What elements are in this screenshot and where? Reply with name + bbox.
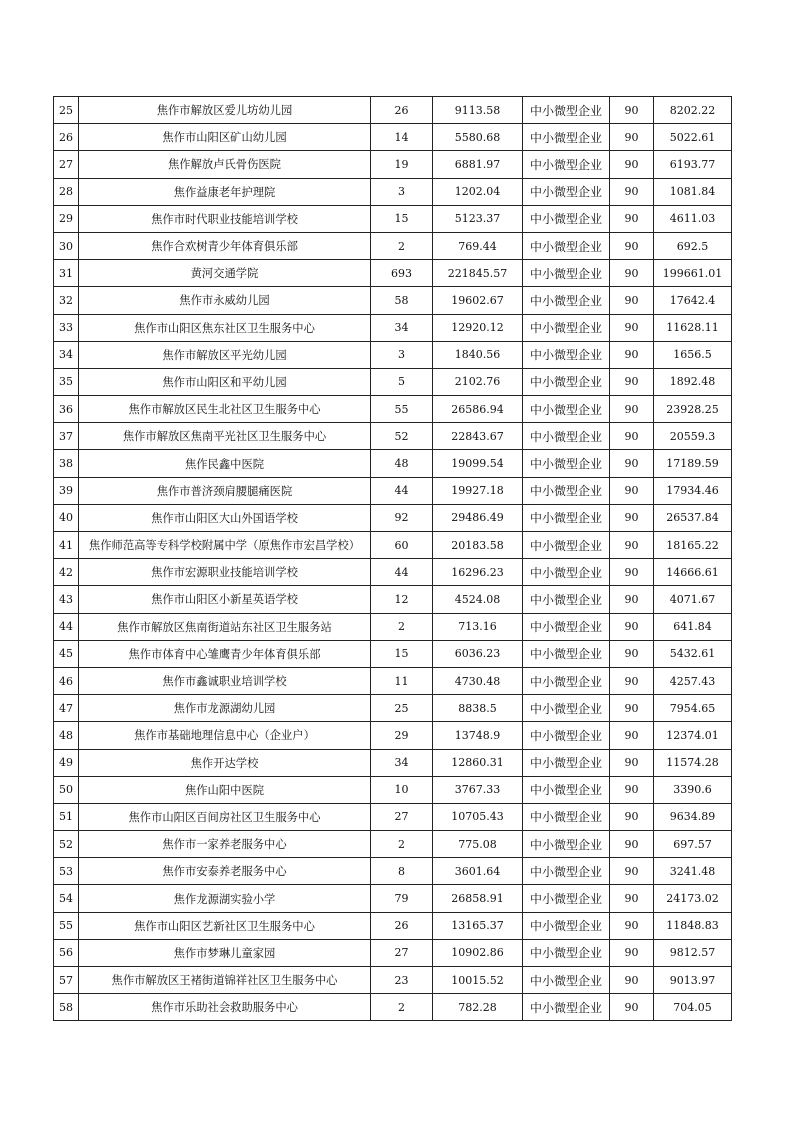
table-row xyxy=(54,504,732,531)
rate-cell: 90 xyxy=(610,722,654,749)
row-number-cell: 44 xyxy=(54,613,79,640)
unit-name-cell: 焦作市山阳区矿山幼儿园 xyxy=(79,124,371,151)
amount-cell: 4524.08 xyxy=(433,586,523,613)
row-number-cell: 49 xyxy=(54,749,79,776)
headcount-cell: 26 xyxy=(371,97,433,124)
rate-cell: 90 xyxy=(610,287,654,314)
unit-name-cell: 焦作市山阳区和平幼儿园 xyxy=(79,368,371,395)
unit-name-cell: 焦作市解放区焦南街道站东社区卫生服务站 xyxy=(79,613,371,640)
table-row xyxy=(54,287,732,314)
result-amount-cell: 12374.01 xyxy=(654,722,732,749)
table-row xyxy=(54,667,732,694)
headcount-cell: 26 xyxy=(371,912,433,939)
headcount-cell: 14 xyxy=(371,124,433,151)
table-row xyxy=(54,232,732,259)
enterprise-type-cell: 中小微型企业 xyxy=(523,613,610,640)
headcount-cell: 15 xyxy=(371,640,433,667)
enterprise-type-cell: 中小微型企业 xyxy=(523,532,610,559)
rate-cell: 90 xyxy=(610,994,654,1021)
unit-name-cell: 焦作市解放区平光幼儿园 xyxy=(79,341,371,368)
result-amount-cell: 4071.67 xyxy=(654,586,732,613)
enterprise-type-cell: 中小微型企业 xyxy=(523,885,610,912)
result-amount-cell: 17189.59 xyxy=(654,450,732,477)
row-number-cell: 40 xyxy=(54,504,79,531)
unit-name-cell: 焦作市鑫诚职业培训学校 xyxy=(79,667,371,694)
table-row xyxy=(54,450,732,477)
amount-cell: 769.44 xyxy=(433,232,523,259)
enterprise-type-cell: 中小微型企业 xyxy=(523,287,610,314)
row-number-cell: 56 xyxy=(54,939,79,966)
row-number-cell: 39 xyxy=(54,477,79,504)
enterprise-type-cell: 中小微型企业 xyxy=(523,260,610,287)
unit-name-cell: 焦作市解放区爱儿坊幼儿园 xyxy=(79,97,371,124)
headcount-cell: 44 xyxy=(371,477,433,504)
row-number-cell: 30 xyxy=(54,232,79,259)
unit-name-cell: 焦作市山阳区艺新社区卫生服务中心 xyxy=(79,912,371,939)
unit-name-cell: 焦作市山阳区百间房社区卫生服务中心 xyxy=(79,803,371,830)
amount-cell: 10902.86 xyxy=(433,939,523,966)
headcount-cell: 55 xyxy=(371,396,433,423)
headcount-cell: 60 xyxy=(371,532,433,559)
amount-cell: 19927.18 xyxy=(433,477,523,504)
headcount-cell: 693 xyxy=(371,260,433,287)
enterprise-type-cell: 中小微型企业 xyxy=(523,586,610,613)
table-row xyxy=(54,586,732,613)
rate-cell: 90 xyxy=(610,504,654,531)
row-number-cell: 42 xyxy=(54,559,79,586)
row-number-cell: 55 xyxy=(54,912,79,939)
row-number-cell: 54 xyxy=(54,885,79,912)
enterprise-type-cell: 中小微型企业 xyxy=(523,803,610,830)
table-row xyxy=(54,396,732,423)
enterprise-type-cell: 中小微型企业 xyxy=(523,912,610,939)
headcount-cell: 2 xyxy=(371,613,433,640)
table-row xyxy=(54,532,732,559)
result-amount-cell: 23928.25 xyxy=(654,396,732,423)
row-number-cell: 58 xyxy=(54,994,79,1021)
amount-cell: 1202.04 xyxy=(433,178,523,205)
result-amount-cell: 8202.22 xyxy=(654,97,732,124)
result-amount-cell: 24173.02 xyxy=(654,885,732,912)
rate-cell: 90 xyxy=(610,613,654,640)
result-amount-cell: 704.05 xyxy=(654,994,732,1021)
row-number-cell: 36 xyxy=(54,396,79,423)
headcount-cell: 3 xyxy=(371,341,433,368)
amount-cell: 22843.67 xyxy=(433,423,523,450)
table-row xyxy=(54,912,732,939)
amount-cell: 5123.37 xyxy=(433,205,523,232)
table-row xyxy=(54,97,732,124)
enterprise-type-cell: 中小微型企业 xyxy=(523,450,610,477)
headcount-cell: 92 xyxy=(371,504,433,531)
result-amount-cell: 26537.84 xyxy=(654,504,732,531)
unit-name-cell: 焦作山阳中医院 xyxy=(79,776,371,803)
result-amount-cell: 7954.65 xyxy=(654,695,732,722)
amount-cell: 2102.76 xyxy=(433,368,523,395)
table-row xyxy=(54,858,732,885)
result-amount-cell: 9812.57 xyxy=(654,939,732,966)
headcount-cell: 79 xyxy=(371,885,433,912)
amount-cell: 6881.97 xyxy=(433,151,523,178)
amount-cell: 3767.33 xyxy=(433,776,523,803)
rate-cell: 90 xyxy=(610,151,654,178)
result-amount-cell: 9634.89 xyxy=(654,803,732,830)
row-number-cell: 46 xyxy=(54,667,79,694)
result-amount-cell: 4611.03 xyxy=(654,205,732,232)
rate-cell: 90 xyxy=(610,912,654,939)
data-table xyxy=(53,96,732,1021)
result-amount-cell: 641.84 xyxy=(654,613,732,640)
row-number-cell: 31 xyxy=(54,260,79,287)
headcount-cell: 52 xyxy=(371,423,433,450)
enterprise-type-cell: 中小微型企业 xyxy=(523,504,610,531)
rate-cell: 90 xyxy=(610,368,654,395)
amount-cell: 19099.54 xyxy=(433,450,523,477)
rate-cell: 90 xyxy=(610,967,654,994)
unit-name-cell: 焦作市安泰养老服务中心 xyxy=(79,858,371,885)
result-amount-cell: 4257.43 xyxy=(654,667,732,694)
unit-name-cell: 焦作市山阳区焦东社区卫生服务中心 xyxy=(79,314,371,341)
table-row xyxy=(54,803,732,830)
unit-name-cell: 黄河交通学院 xyxy=(79,260,371,287)
rate-cell: 90 xyxy=(610,640,654,667)
headcount-cell: 11 xyxy=(371,667,433,694)
result-amount-cell: 17642.4 xyxy=(654,287,732,314)
result-amount-cell: 1656.5 xyxy=(654,341,732,368)
unit-name-cell: 焦作市解放区焦南平光社区卫生服务中心 xyxy=(79,423,371,450)
unit-name-cell: 焦作市永威幼儿园 xyxy=(79,287,371,314)
row-number-cell: 33 xyxy=(54,314,79,341)
row-number-cell: 25 xyxy=(54,97,79,124)
unit-name-cell: 焦作市解放区民生北社区卫生服务中心 xyxy=(79,396,371,423)
result-amount-cell: 3241.48 xyxy=(654,858,732,885)
unit-name-cell: 焦作市基础地理信息中心（企业户） xyxy=(79,722,371,749)
amount-cell: 713.16 xyxy=(433,613,523,640)
unit-name-cell: 焦作市山阳区小新星英语学校 xyxy=(79,586,371,613)
amount-cell: 5580.68 xyxy=(433,124,523,151)
rate-cell: 90 xyxy=(610,559,654,586)
row-number-cell: 37 xyxy=(54,423,79,450)
amount-cell: 26858.91 xyxy=(433,885,523,912)
unit-name-cell: 焦作市山阳区大山外国语学校 xyxy=(79,504,371,531)
result-amount-cell: 18165.22 xyxy=(654,532,732,559)
result-amount-cell: 20559.3 xyxy=(654,423,732,450)
table-row xyxy=(54,368,732,395)
rate-cell: 90 xyxy=(610,178,654,205)
row-number-cell: 29 xyxy=(54,205,79,232)
enterprise-type-cell: 中小微型企业 xyxy=(523,124,610,151)
unit-name-cell: 焦作市梦琳儿童家园 xyxy=(79,939,371,966)
enterprise-type-cell: 中小微型企业 xyxy=(523,994,610,1021)
result-amount-cell: 1081.84 xyxy=(654,178,732,205)
rate-cell: 90 xyxy=(610,124,654,151)
result-amount-cell: 11574.28 xyxy=(654,749,732,776)
enterprise-type-cell: 中小微型企业 xyxy=(523,640,610,667)
amount-cell: 9113.58 xyxy=(433,97,523,124)
headcount-cell: 27 xyxy=(371,939,433,966)
enterprise-type-cell: 中小微型企业 xyxy=(523,967,610,994)
enterprise-type-cell: 中小微型企业 xyxy=(523,939,610,966)
amount-cell: 12860.31 xyxy=(433,749,523,776)
unit-name-cell: 焦作市体育中心雏鹰青少年体育俱乐部 xyxy=(79,640,371,667)
table-row xyxy=(54,640,732,667)
row-number-cell: 53 xyxy=(54,858,79,885)
unit-name-cell: 焦作合欢树青少年体育俱乐部 xyxy=(79,232,371,259)
headcount-cell: 48 xyxy=(371,450,433,477)
enterprise-type-cell: 中小微型企业 xyxy=(523,423,610,450)
headcount-cell: 34 xyxy=(371,314,433,341)
result-amount-cell: 5432.61 xyxy=(654,640,732,667)
rate-cell: 90 xyxy=(610,423,654,450)
table-row xyxy=(54,477,732,504)
row-number-cell: 32 xyxy=(54,287,79,314)
amount-cell: 13165.37 xyxy=(433,912,523,939)
enterprise-type-cell: 中小微型企业 xyxy=(523,368,610,395)
row-number-cell: 48 xyxy=(54,722,79,749)
result-amount-cell: 9013.97 xyxy=(654,967,732,994)
rate-cell: 90 xyxy=(610,260,654,287)
row-number-cell: 47 xyxy=(54,695,79,722)
table-row xyxy=(54,749,732,776)
amount-cell: 13748.9 xyxy=(433,722,523,749)
unit-name-cell: 焦作师范高等专科学校附属中学（原焦作市宏昌学校） xyxy=(79,532,371,559)
row-number-cell: 52 xyxy=(54,831,79,858)
unit-name-cell: 焦作解放卢氏骨伤医院 xyxy=(79,151,371,178)
rate-cell: 90 xyxy=(610,232,654,259)
unit-name-cell: 焦作龙源湖实验小学 xyxy=(79,885,371,912)
amount-cell: 782.28 xyxy=(433,994,523,1021)
row-number-cell: 34 xyxy=(54,341,79,368)
result-amount-cell: 199661.01 xyxy=(654,260,732,287)
table-row xyxy=(54,423,732,450)
table-row xyxy=(54,722,732,749)
result-amount-cell: 697.57 xyxy=(654,831,732,858)
rate-cell: 90 xyxy=(610,97,654,124)
rate-cell: 90 xyxy=(610,450,654,477)
rate-cell: 90 xyxy=(610,695,654,722)
enterprise-type-cell: 中小微型企业 xyxy=(523,559,610,586)
enterprise-type-cell: 中小微型企业 xyxy=(523,831,610,858)
headcount-cell: 29 xyxy=(371,722,433,749)
enterprise-type-cell: 中小微型企业 xyxy=(523,477,610,504)
enterprise-type-cell: 中小微型企业 xyxy=(523,858,610,885)
amount-cell: 10015.52 xyxy=(433,967,523,994)
table-row xyxy=(54,178,732,205)
amount-cell: 1840.56 xyxy=(433,341,523,368)
table-row xyxy=(54,967,732,994)
result-amount-cell: 11628.11 xyxy=(654,314,732,341)
enterprise-type-cell: 中小微型企业 xyxy=(523,396,610,423)
result-amount-cell: 11848.83 xyxy=(654,912,732,939)
row-number-cell: 35 xyxy=(54,368,79,395)
result-amount-cell: 6193.77 xyxy=(654,151,732,178)
result-amount-cell: 5022.61 xyxy=(654,124,732,151)
unit-name-cell: 焦作市解放区王褚街道锦祥社区卫生服务中心 xyxy=(79,967,371,994)
row-number-cell: 51 xyxy=(54,803,79,830)
amount-cell: 4730.48 xyxy=(433,667,523,694)
result-amount-cell: 14666.61 xyxy=(654,559,732,586)
enterprise-type-cell: 中小微型企业 xyxy=(523,151,610,178)
enterprise-type-cell: 中小微型企业 xyxy=(523,667,610,694)
amount-cell: 8838.5 xyxy=(433,695,523,722)
unit-name-cell: 焦作益康老年护理院 xyxy=(79,178,371,205)
rate-cell: 90 xyxy=(610,532,654,559)
headcount-cell: 12 xyxy=(371,586,433,613)
headcount-cell: 5 xyxy=(371,368,433,395)
headcount-cell: 19 xyxy=(371,151,433,178)
enterprise-type-cell: 中小微型企业 xyxy=(523,314,610,341)
table-row xyxy=(54,559,732,586)
unit-name-cell: 焦作市宏源职业技能培训学校 xyxy=(79,559,371,586)
result-amount-cell: 17934.46 xyxy=(654,477,732,504)
table-row xyxy=(54,994,732,1021)
amount-cell: 775.08 xyxy=(433,831,523,858)
headcount-cell: 34 xyxy=(371,749,433,776)
enterprise-type-cell: 中小微型企业 xyxy=(523,178,610,205)
headcount-cell: 25 xyxy=(371,695,433,722)
amount-cell: 20183.58 xyxy=(433,532,523,559)
rate-cell: 90 xyxy=(610,477,654,504)
table-row xyxy=(54,124,732,151)
rate-cell: 90 xyxy=(610,939,654,966)
headcount-cell: 2 xyxy=(371,994,433,1021)
enterprise-type-cell: 中小微型企业 xyxy=(523,722,610,749)
rate-cell: 90 xyxy=(610,831,654,858)
headcount-cell: 15 xyxy=(371,205,433,232)
rate-cell: 90 xyxy=(610,586,654,613)
headcount-cell: 10 xyxy=(371,776,433,803)
enterprise-type-cell: 中小微型企业 xyxy=(523,205,610,232)
headcount-cell: 2 xyxy=(371,831,433,858)
enterprise-type-cell: 中小微型企业 xyxy=(523,341,610,368)
rate-cell: 90 xyxy=(610,858,654,885)
headcount-cell: 58 xyxy=(371,287,433,314)
row-number-cell: 45 xyxy=(54,640,79,667)
table-row xyxy=(54,314,732,341)
rate-cell: 90 xyxy=(610,314,654,341)
unit-name-cell: 焦作市一家养老服务中心 xyxy=(79,831,371,858)
headcount-cell: 3 xyxy=(371,178,433,205)
headcount-cell: 2 xyxy=(371,232,433,259)
amount-cell: 26586.94 xyxy=(433,396,523,423)
amount-cell: 10705.43 xyxy=(433,803,523,830)
table-row xyxy=(54,205,732,232)
table-row xyxy=(54,695,732,722)
row-number-cell: 27 xyxy=(54,151,79,178)
table-row xyxy=(54,613,732,640)
table-row xyxy=(54,341,732,368)
table-row xyxy=(54,776,732,803)
table-body xyxy=(54,97,732,1021)
table-row xyxy=(54,885,732,912)
row-number-cell: 50 xyxy=(54,776,79,803)
result-amount-cell: 692.5 xyxy=(654,232,732,259)
rate-cell: 90 xyxy=(610,749,654,776)
row-number-cell: 38 xyxy=(54,450,79,477)
enterprise-type-cell: 中小微型企业 xyxy=(523,695,610,722)
unit-name-cell: 焦作市时代职业技能培训学校 xyxy=(79,205,371,232)
enterprise-type-cell: 中小微型企业 xyxy=(523,776,610,803)
headcount-cell: 8 xyxy=(371,858,433,885)
rate-cell: 90 xyxy=(610,396,654,423)
unit-name-cell: 焦作市乐助社会救助服务中心 xyxy=(79,994,371,1021)
rate-cell: 90 xyxy=(610,667,654,694)
unit-name-cell: 焦作市普济颈肩腰腿痛医院 xyxy=(79,477,371,504)
amount-cell: 29486.49 xyxy=(433,504,523,531)
amount-cell: 19602.67 xyxy=(433,287,523,314)
enterprise-type-cell: 中小微型企业 xyxy=(523,232,610,259)
table-row xyxy=(54,151,732,178)
enterprise-type-cell: 中小微型企业 xyxy=(523,97,610,124)
amount-cell: 12920.12 xyxy=(433,314,523,341)
headcount-cell: 44 xyxy=(371,559,433,586)
result-amount-cell: 3390.6 xyxy=(654,776,732,803)
row-number-cell: 41 xyxy=(54,532,79,559)
headcount-cell: 23 xyxy=(371,967,433,994)
amount-cell: 3601.64 xyxy=(433,858,523,885)
headcount-cell: 27 xyxy=(371,803,433,830)
table-row xyxy=(54,831,732,858)
rate-cell: 90 xyxy=(610,205,654,232)
rate-cell: 90 xyxy=(610,341,654,368)
rate-cell: 90 xyxy=(610,803,654,830)
amount-cell: 221845.57 xyxy=(433,260,523,287)
unit-name-cell: 焦作民鑫中医院 xyxy=(79,450,371,477)
row-number-cell: 57 xyxy=(54,967,79,994)
unit-name-cell: 焦作开达学校 xyxy=(79,749,371,776)
rate-cell: 90 xyxy=(610,776,654,803)
amount-cell: 6036.23 xyxy=(433,640,523,667)
row-number-cell: 26 xyxy=(54,124,79,151)
unit-name-cell: 焦作市龙源湖幼儿园 xyxy=(79,695,371,722)
table-row xyxy=(54,260,732,287)
rate-cell: 90 xyxy=(610,885,654,912)
amount-cell: 16296.23 xyxy=(433,559,523,586)
enterprise-type-cell: 中小微型企业 xyxy=(523,749,610,776)
row-number-cell: 28 xyxy=(54,178,79,205)
row-number-cell: 43 xyxy=(54,586,79,613)
result-amount-cell: 1892.48 xyxy=(654,368,732,395)
table-row xyxy=(54,939,732,966)
